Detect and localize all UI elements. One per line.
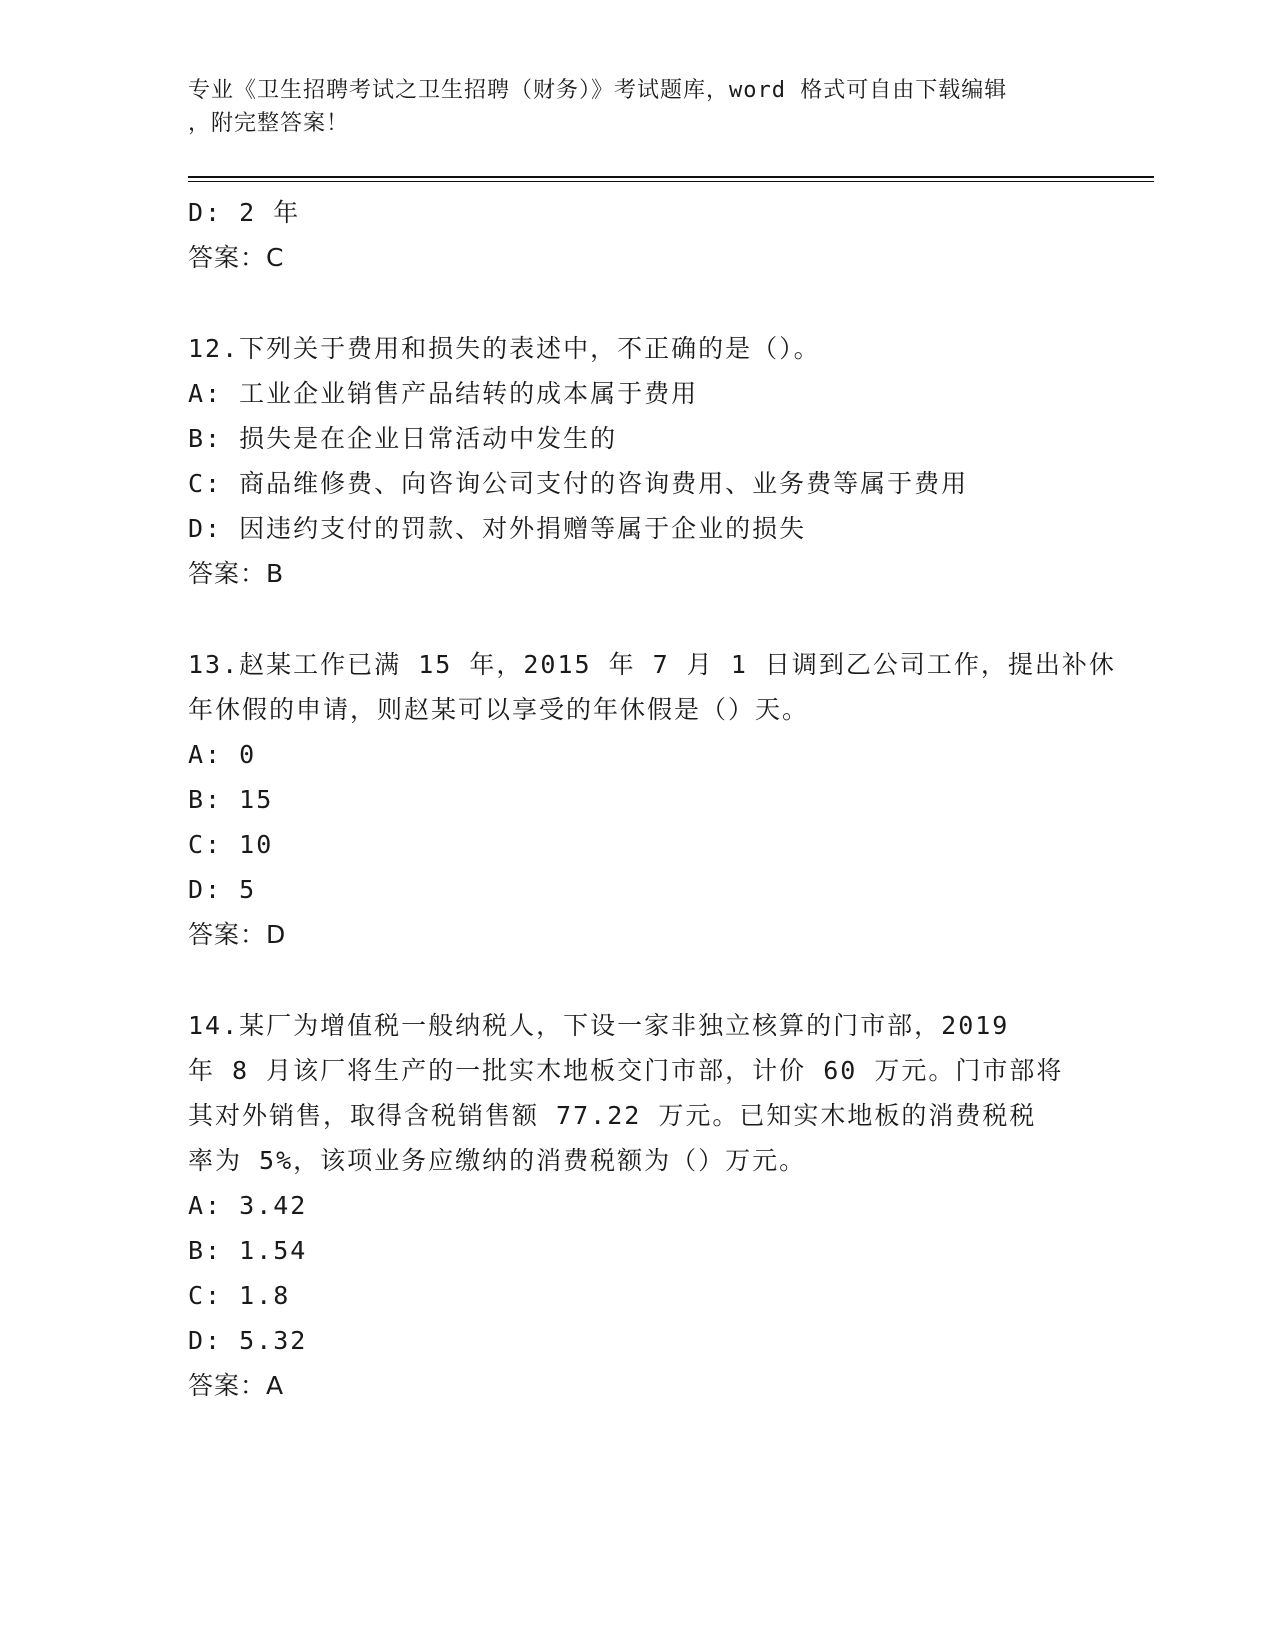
question-text-line-3: 其对外销售，取得含税销售额 77.22 万元。已知实木地板的消费税税 bbox=[188, 1101, 1037, 1130]
question-text-line-2: 年 8 月该厂将生产的一批实木地板交门市部，计价 60 万元。门市部将 bbox=[188, 1056, 1064, 1085]
header-line-2: ，附完整答案！ bbox=[188, 111, 350, 136]
option-b: B: 损失是在企业日常活动中发生的 bbox=[188, 424, 618, 453]
option-d: D: 因违约支付的罚款、对外捐赠等属于企业的损失 bbox=[188, 514, 807, 543]
spacer bbox=[188, 957, 1108, 1003]
question-text-line-2: 年休假的申请，则赵某可以享受的年休假是（）天。 bbox=[188, 695, 810, 724]
option-a: A: 3.42 bbox=[188, 1191, 308, 1220]
question-content bbox=[188, 190, 1116, 1408]
option-a: A: 0 bbox=[188, 740, 257, 769]
previous-question-block bbox=[188, 190, 1108, 280]
option-d: D: 5 bbox=[188, 875, 257, 904]
answer-line: 答案：C bbox=[188, 243, 285, 272]
header-divider-thick bbox=[188, 176, 1154, 178]
option-d: D: 5.32 bbox=[188, 1326, 308, 1355]
option-c: C: 1.8 bbox=[188, 1281, 291, 1310]
question-13 bbox=[188, 642, 1116, 957]
question-text-line-1: 14.某厂为增值税一般纳税人，下设一家非独立核算的门市部，2019 bbox=[188, 1011, 1010, 1040]
spacer bbox=[188, 280, 1108, 326]
option-c: C: 10 bbox=[188, 830, 274, 859]
option-a: A: 工业企业销售产品结转的成本属于费用 bbox=[188, 379, 699, 408]
question-12 bbox=[188, 326, 1108, 596]
option-d: D: 2 年 bbox=[188, 198, 301, 227]
option-b: B: 1.54 bbox=[188, 1236, 308, 1265]
option-c: C: 商品维修费、向咨询公司支付的咨询费用、业务费等属于费用 bbox=[188, 469, 969, 498]
answer-line: 答案：A bbox=[188, 1371, 285, 1400]
question-14 bbox=[188, 1003, 1108, 1408]
header-line-1: 专业《卫生招聘考试之卫生招聘（财务）》考试题库，word 格式可自由下载编辑 bbox=[188, 78, 1008, 103]
question-text-line-1: 13.赵某工作已满 15 年，2015 年 7 月 1 日调到乙公司工作，提出补休 bbox=[188, 650, 1116, 679]
spacer bbox=[188, 596, 1108, 642]
question-text: 12.下列关于费用和损失的表述中，不正确的是（）。 bbox=[188, 334, 821, 363]
answer-line: 答案：B bbox=[188, 559, 285, 588]
header-divider-thin bbox=[188, 181, 1154, 182]
answer-line: 答案：D bbox=[188, 920, 287, 949]
document-header bbox=[188, 74, 1088, 140]
option-b: B: 15 bbox=[188, 785, 274, 814]
question-text-line-4: 率为 5%，该项业务应缴纳的消费税额为（）万元。 bbox=[188, 1146, 807, 1175]
